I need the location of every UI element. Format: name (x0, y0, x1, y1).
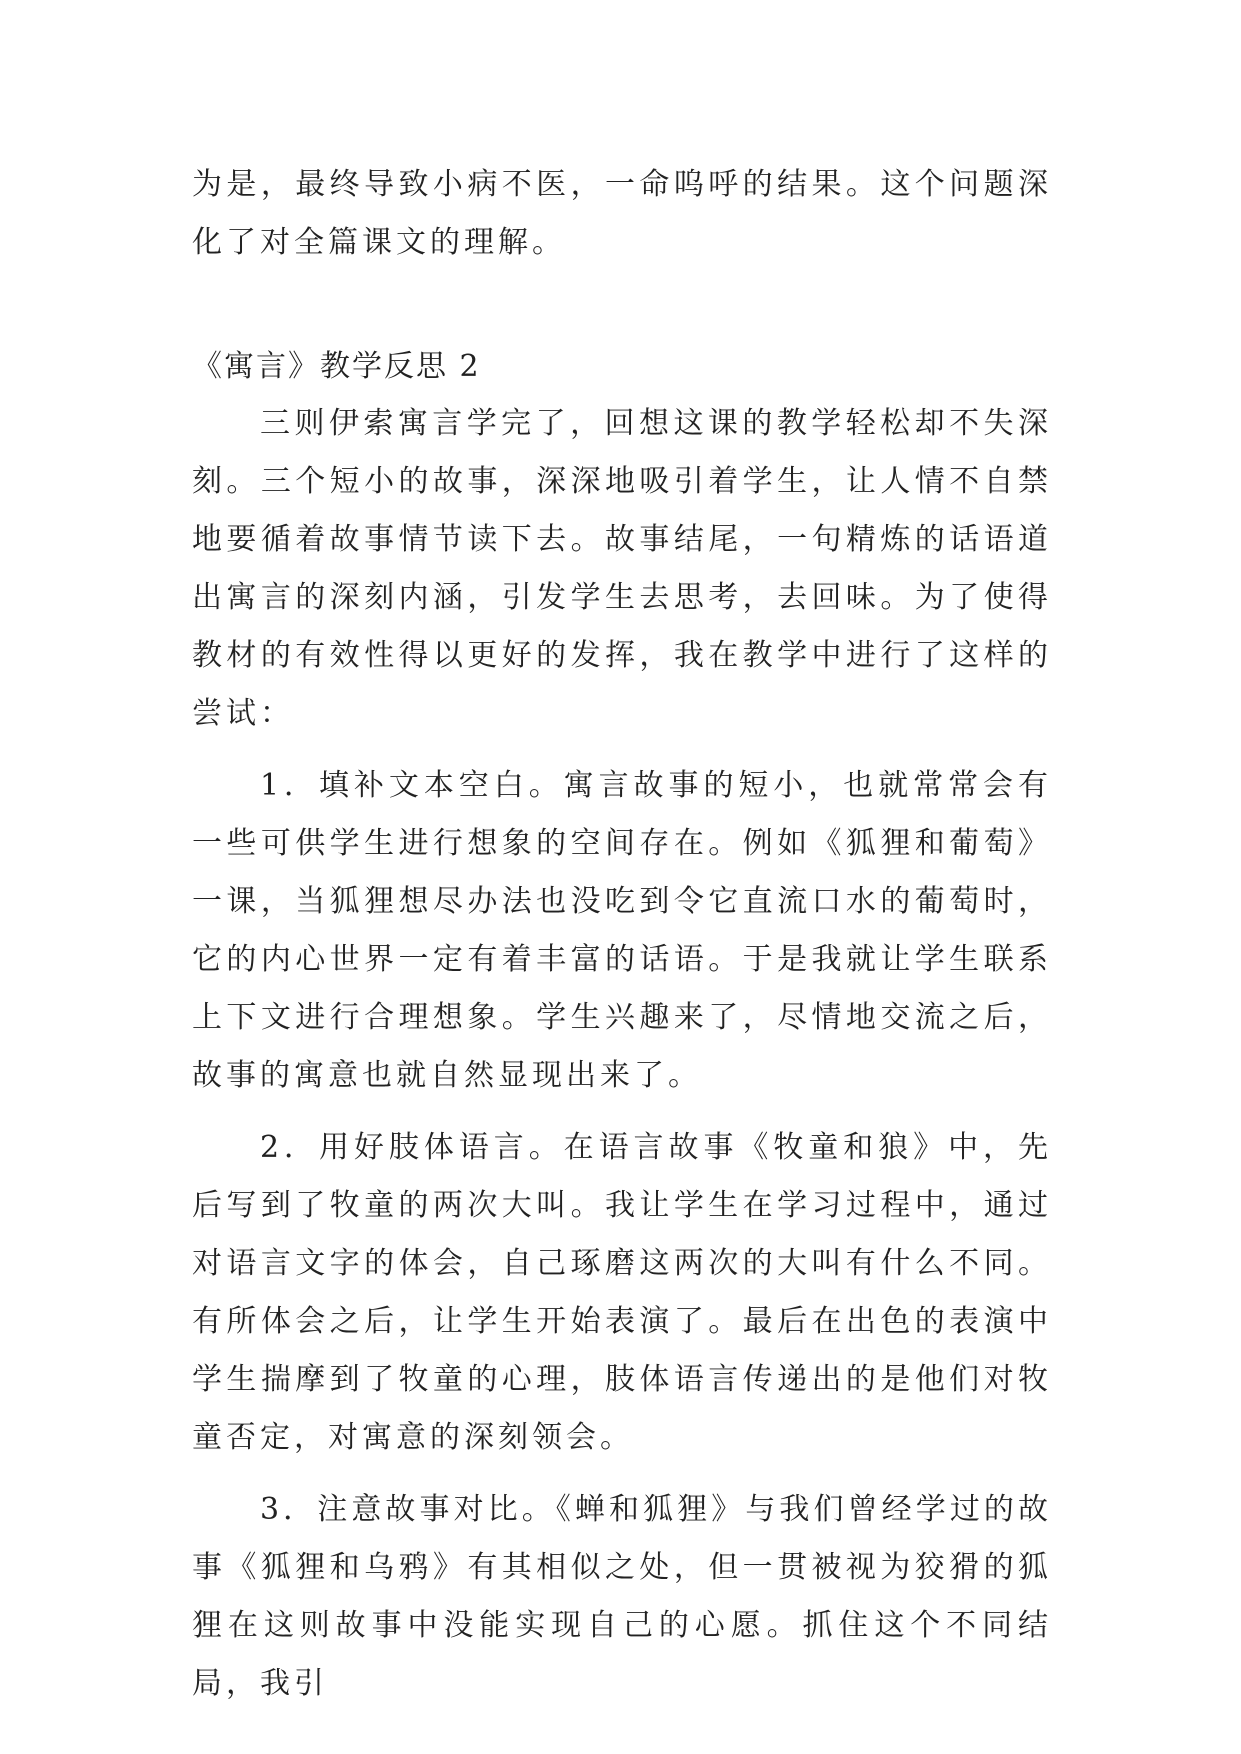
section-body (192, 395, 1052, 1713)
section-title: 《寓言》教学反思 2 (192, 349, 481, 384)
intro-paragraph: 为是，最终导致小病不医，一命呜呼的结果。这个问题深化了对全篇课文的理解。 (192, 167, 1052, 260)
paragraph-point-1: 1．填补文本空白。寓言故事的短小，也就常常会有一些可供学生进行想象的空间存在。例如《狐狸和葡萄》一课，当狐狸想尽办法也没吃到令它直流口水的葡萄时，它的内心世界一定有着丰富的话语。于是我就让学生联系上下文进行合理想象。学生兴趣来了，尽情地交流之后，故事的寓意也就自然显现出来了。 (192, 768, 1052, 1093)
paragraph-overview: 三则伊索寓言学完了，回想这课的教学轻松却不失深刻。三个短小的故事，深深地吸引着学生，让人情不自禁地要循着故事情节读下去。故事结尾，一句精炼的话语道出寓言的深刻内涵，引发学生去思考，去回味。为了使得教材的有效性得以更好的发挥，我在教学中进行了这样的尝试： (192, 406, 1052, 731)
paragraph-point-3: 3．注意故事对比。《蝉和狐狸》与我们曾经学过的故事《狐狸和乌鸦》有其相似之处，但一贯被视为狡猾的狐狸在这则故事中没能实现自己的心愿。抓住这个不同结局，我引 (192, 1492, 1052, 1701)
paragraph-point-2: 2．用好肢体语言。在语言故事《牧童和狼》中，先后写到了牧童的两次大叫。我让学生在学习过程中，通过对语言文字的体会，自己琢磨这两次的大叫有什么不同。有所体会之后，让学生开始表演了。最后在出色的表演中学生揣摩到了牧童的心理，肢体语言传递出的是他们对牧童否定，对寓意的深刻领会。 (192, 1130, 1052, 1455)
